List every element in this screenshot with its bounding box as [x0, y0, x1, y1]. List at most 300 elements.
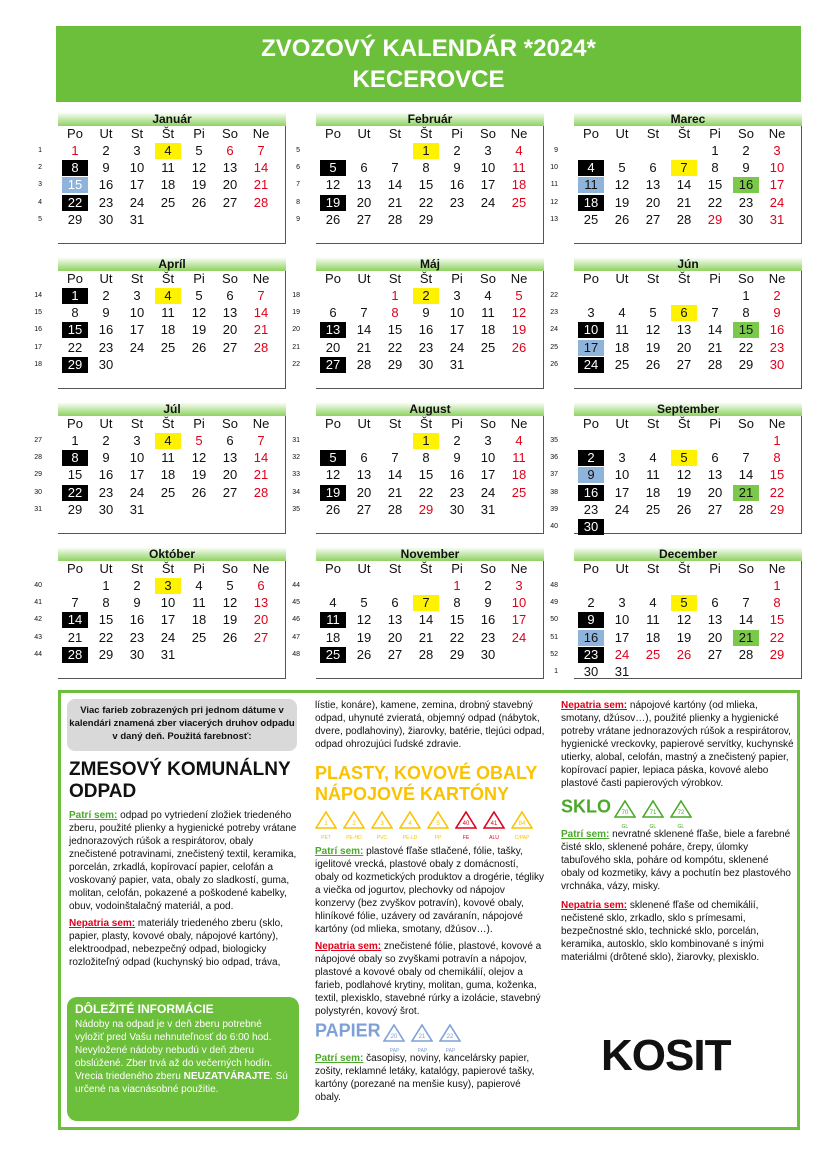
- sklo-section: [561, 699, 795, 964]
- weekday-header: Ut: [615, 271, 629, 286]
- calendar-day: 24: [578, 357, 604, 373]
- week-number: 48: [550, 582, 558, 589]
- weekday-header: So: [222, 416, 238, 431]
- weekday-header: So: [480, 561, 496, 576]
- calendar-day: 3: [515, 578, 523, 593]
- zko-patri-text: odpad po vytriedení zložiek triedeného zberu, použité plienky a hygienické potreby vrátane jednorazových rúšok a respirátorov, obaly znečistené potravinami, znečistený textil, keramika, porcelán, zrkadlá, kopírovací papier, celofán a voskovaný papier, vata, obaly zo sladkostí, guma, molitan, celofán, pokazené a poškodené kabelky, obuv, vodoinštalačný materiál, a pod.: [69, 810, 297, 912]
- calendar-day: 11: [615, 322, 629, 338]
- papier-title: PAPIER: [315, 1020, 381, 1041]
- calendar-day: 30: [578, 519, 604, 535]
- calendar-day: 18: [645, 629, 661, 645]
- weekday-header: Pi: [709, 271, 721, 286]
- zko-title-2: ODPAD: [69, 781, 137, 802]
- calendar-day: 1: [391, 288, 399, 303]
- calendar-day: 14: [253, 305, 269, 321]
- calendar-day: 3: [453, 288, 461, 303]
- calendar-day: 4: [618, 305, 626, 321]
- calendar-day: 27: [387, 646, 403, 662]
- calendar-day: 1: [102, 578, 110, 593]
- calendar-day: 11: [161, 160, 175, 176]
- weekday-header: St: [130, 126, 144, 141]
- calendar-day: 25: [160, 484, 176, 500]
- week-number: 47: [292, 633, 300, 641]
- calendar-day: 3: [618, 450, 626, 466]
- recycling-symbol-icon: 71 GL: [642, 800, 664, 820]
- calendar-day: 22: [418, 194, 434, 210]
- calendar-day: 7: [257, 433, 265, 448]
- calendar-day: 3: [133, 143, 141, 158]
- calendar-day: 1: [773, 578, 781, 593]
- calendar-day: 1: [453, 578, 461, 593]
- calendar-day: 2: [102, 288, 110, 303]
- calendar-day: 18: [160, 467, 176, 483]
- month-10: [292, 547, 544, 679]
- calendar-day: 14: [738, 467, 754, 483]
- calendar-day: 24: [160, 629, 176, 645]
- weekday-header: Ut: [99, 271, 113, 286]
- calendar-day: 10: [160, 595, 176, 611]
- calendar-day: 14: [387, 177, 403, 193]
- month-8: [550, 402, 802, 534]
- weekday-header: St: [130, 271, 144, 286]
- calendar-day: 16: [480, 612, 496, 628]
- recycling-symbol-icon: 5 PP: [427, 811, 449, 831]
- calendar-day: 5: [320, 160, 346, 176]
- recycling-symbol-icon: 1 PET: [315, 811, 337, 831]
- calendar-day: 20: [222, 322, 238, 338]
- calendar-day: 16: [578, 630, 604, 646]
- calendar-day: 5: [195, 143, 203, 158]
- svg-text:20: 20: [391, 1034, 398, 1040]
- calendar-day: 15: [62, 322, 88, 338]
- weekday-header: Po: [583, 561, 599, 576]
- calendar-day: 11: [161, 305, 175, 321]
- calendar-day: 10: [578, 322, 604, 338]
- weekday-header: Ut: [99, 416, 113, 431]
- month-title: August: [316, 402, 544, 416]
- calendar-day: 24: [614, 501, 630, 517]
- calendar-day: 23: [480, 629, 496, 645]
- weekday-header: Po: [67, 416, 83, 431]
- calendar-day: 16: [418, 322, 434, 338]
- plast-patri-label: Patrí sem:: [315, 846, 364, 857]
- weekday-header: Po: [583, 416, 599, 431]
- calendar-day: 18: [511, 467, 527, 483]
- week-number: 17: [34, 343, 42, 351]
- weekday-header: Ne: [768, 561, 786, 576]
- weekday-header: Št: [161, 271, 175, 286]
- calendar-day: 9: [742, 160, 750, 176]
- calendar-day: 6: [226, 433, 234, 448]
- weekday-header: Ne: [510, 416, 528, 431]
- week-number: 16: [34, 326, 42, 334]
- calendar-day: 15: [449, 612, 465, 628]
- svg-text:3: 3: [380, 821, 384, 827]
- calendar-day: 5: [671, 450, 697, 466]
- zko-patri-label: Patrí sem:: [69, 810, 118, 821]
- recycling-symbol-icon: 21 PAP: [411, 1024, 433, 1044]
- calendar-day: 8: [62, 450, 88, 466]
- recycling-symbol-icon: 3 PVC: [371, 811, 393, 831]
- calendar-day: 27: [253, 629, 269, 645]
- calendar-day: 6: [329, 305, 337, 321]
- calendar-day: 12: [325, 177, 341, 193]
- weekday-header: Pi: [451, 126, 463, 141]
- calendar-day: 8: [773, 450, 781, 466]
- month-title: December: [574, 547, 802, 561]
- calendar-day: 9: [453, 450, 461, 466]
- calendar-day: 6: [360, 450, 368, 466]
- important-info-box: [67, 997, 299, 1121]
- calendar-day: 22: [449, 629, 465, 645]
- calendar-day: 6: [257, 578, 265, 593]
- weekday-header: Ut: [357, 416, 371, 431]
- calendar-day: 6: [711, 450, 719, 466]
- calendar-day: 9: [578, 467, 604, 483]
- important-end: . Sú určené na viacnásobné použitie.: [75, 1071, 288, 1095]
- calendar-day: 13: [356, 177, 372, 193]
- calendar-day: 11: [512, 160, 526, 176]
- calendar-day: 21: [733, 485, 759, 501]
- week-number: 9: [296, 215, 300, 223]
- papier-recycling-codes: [383, 1029, 467, 1054]
- weekday-header: St: [388, 126, 402, 141]
- weekday-header: Ut: [357, 561, 371, 576]
- calendar-day: 17: [129, 322, 145, 338]
- calendar-day: 18: [578, 195, 604, 211]
- calendar-day: 8: [71, 305, 79, 321]
- calendar-day: 4: [649, 450, 657, 466]
- calendar-day: 22: [418, 484, 434, 500]
- sklo-nepatria-label: Nepatria sem:: [561, 900, 628, 911]
- color-note: Viac farieb zobrazených pri jednom dátume v kalendári znamená zber viacerých druhov odpadu v daný deň. Použitá farebnosť:: [67, 699, 297, 751]
- calendar-day: 8: [773, 595, 781, 611]
- calendar-day: 10: [480, 160, 496, 176]
- calendar-day: 22: [62, 485, 88, 501]
- calendar-day: 13: [320, 322, 346, 338]
- calendar-day: 27: [707, 646, 723, 662]
- weekday-header: Po: [583, 126, 599, 141]
- recycling-symbol-icon: 40 FE: [455, 811, 477, 831]
- weekday-header: So: [480, 416, 496, 431]
- weekday-header: Pi: [193, 416, 205, 431]
- svg-text:5: 5: [436, 821, 440, 827]
- month-0: [38, 112, 286, 244]
- week-number: 39: [550, 505, 558, 513]
- week-number: 34: [292, 488, 300, 496]
- calendar-day: 4: [515, 433, 523, 448]
- calendar-day: 19: [614, 194, 630, 210]
- calendar-day: 27: [222, 194, 238, 210]
- plast-recycling-codes: [315, 811, 545, 841]
- calendar-day: 20: [645, 194, 661, 210]
- calendar-day: 29: [769, 501, 785, 517]
- calendar-day: 28: [676, 211, 692, 227]
- calendar-day: 26: [676, 646, 692, 662]
- calendar-day: 28: [738, 501, 754, 517]
- weekday-header: Ne: [510, 126, 528, 141]
- calendar-day: 28: [387, 501, 403, 517]
- month-title: Marec: [574, 112, 802, 126]
- weekday-header: St: [646, 561, 660, 576]
- calendar-day: 21: [707, 339, 723, 355]
- header-title: ZVOZOVÝ KALENDÁR *2024*: [261, 35, 596, 62]
- month-4: [292, 257, 544, 389]
- weekday-header: Ne: [252, 416, 270, 431]
- week-number: 31: [34, 505, 42, 513]
- calendar-day: 31: [614, 664, 630, 679]
- calendar-day: 4: [484, 288, 492, 303]
- calendar-day: 2: [484, 578, 492, 593]
- week-number: 6: [296, 164, 300, 172]
- calendar-day: 10: [480, 450, 496, 466]
- month-title: November: [316, 547, 544, 561]
- calendar-day: 1: [711, 143, 719, 158]
- calendar-day: 31: [129, 211, 145, 227]
- calendar-day: 7: [71, 595, 79, 611]
- calendar-day: 15: [769, 612, 785, 628]
- plast-title-2: NÁPOJOVÉ KARTÓNY: [315, 784, 510, 804]
- calendar-day: 15: [707, 177, 723, 193]
- calendar-day: 5: [618, 160, 626, 176]
- week-number: 29: [34, 471, 42, 479]
- week-number: 40: [550, 523, 558, 530]
- calendar-day: 31: [769, 211, 785, 227]
- plast-title-1: PLASTY, KOVOVÉ OBALY: [315, 763, 538, 783]
- header-subtitle: KECEROVCE: [352, 66, 505, 93]
- calendar-day: 5: [360, 595, 368, 611]
- month-2: [550, 112, 802, 244]
- calendar-day: 5: [195, 288, 203, 303]
- week-number: 44: [34, 650, 42, 658]
- calendar-day: 20: [707, 484, 723, 500]
- calendar-day: 23: [769, 339, 785, 355]
- calendar-day: 29: [62, 357, 88, 373]
- papier-patri-label: Patrí sem:: [315, 1053, 364, 1064]
- calendar-day: 19: [320, 485, 346, 501]
- week-number: 20: [292, 326, 300, 334]
- calendar-day: 8: [453, 595, 461, 611]
- calendar-day: 14: [356, 322, 372, 338]
- calendar-day: 21: [676, 194, 692, 210]
- calendar-day: 30: [418, 356, 434, 372]
- weekday-header: St: [388, 561, 402, 576]
- calendar-day: 1: [413, 433, 439, 449]
- calendar-day: 6: [360, 160, 368, 176]
- weekday-header: Po: [325, 271, 341, 286]
- calendar-day: 19: [511, 322, 527, 338]
- calendar-day: 3: [587, 305, 595, 321]
- calendar-day: 19: [191, 322, 207, 338]
- calendar-day: 7: [360, 305, 368, 321]
- weekday-header: Št: [677, 126, 691, 141]
- calendar-day: 26: [676, 501, 692, 517]
- calendar-day: 29: [98, 646, 114, 662]
- calendar-day: 21: [356, 339, 372, 355]
- week-number: 18: [292, 292, 300, 299]
- month-title: Február: [316, 112, 544, 126]
- calendar-day: 9: [133, 595, 141, 611]
- calendar-day: 14: [707, 322, 723, 338]
- calendar-day: 23: [98, 194, 114, 210]
- svg-text:71: 71: [649, 810, 657, 816]
- weekday-header: Pi: [709, 416, 721, 431]
- calendar-day: 10: [129, 450, 145, 466]
- month-9: [34, 547, 286, 679]
- calendar-day: 27: [707, 501, 723, 517]
- calendar-day: 13: [707, 612, 723, 628]
- calendar-day: 30: [480, 646, 496, 662]
- week-number: 37: [550, 471, 558, 479]
- svg-text:21: 21: [419, 1034, 426, 1040]
- calendar-day: 29: [769, 646, 785, 662]
- calendar-day: 18: [614, 339, 630, 355]
- calendar-day: 25: [583, 211, 599, 227]
- calendar-day: 26: [191, 339, 207, 355]
- calendar-day: 12: [325, 467, 341, 483]
- calendar-day: 3: [484, 143, 492, 158]
- calendar-day: 17: [129, 467, 145, 483]
- calendar-day: 8: [422, 160, 430, 176]
- calendar-day: 18: [511, 177, 527, 193]
- calendar-day: 4: [515, 143, 523, 158]
- plast-patri-text: plastové fľaše stlačené, fólie, tašky, igelitové vrecká, plastové obaly z domácností, obaly od kozmetických produktov a drogérie, tégliky a viečka od jogurtov, plechovky od nápojov konzervy (bez zvyškov potravín), kovové obaly, hliníkové fólie, uzávery od zaváranín, nápojové kartóny (od mlieka, smotany, džúsov…).: [315, 846, 545, 935]
- calendar-day: 13: [387, 612, 403, 628]
- week-number: 35: [292, 505, 300, 513]
- calendar-day: 4: [155, 143, 181, 159]
- calendar-day: 22: [98, 629, 114, 645]
- calendar-day: 14: [253, 450, 269, 466]
- calendar-day: 11: [192, 595, 206, 611]
- calendar-day: 16: [733, 177, 759, 193]
- weekday-header: So: [738, 416, 754, 431]
- calendar-day: 30: [769, 356, 785, 372]
- calendar-day: 20: [222, 177, 238, 193]
- week-number: 32: [292, 454, 300, 462]
- weekday-header: Ut: [615, 416, 629, 431]
- weekday-header: Ut: [615, 126, 629, 141]
- calendar-day: 7: [257, 288, 265, 303]
- calendar-day: 19: [191, 467, 207, 483]
- calendar-day: 30: [449, 501, 465, 517]
- week-number: 15: [34, 309, 42, 317]
- week-number: 12: [550, 198, 558, 206]
- calendar-day: 17: [480, 177, 496, 193]
- week-number: 2: [38, 164, 42, 172]
- month-title: Jún: [574, 257, 802, 271]
- recycling-symbol-icon: 72 GL: [670, 800, 692, 820]
- calendar-day: 15: [733, 322, 759, 338]
- calendar-day: 15: [67, 467, 83, 483]
- calendar-day: 5: [195, 433, 203, 448]
- calendar-day: 2: [453, 143, 461, 158]
- calendar-day: 24: [129, 484, 145, 500]
- weekday-header: Pi: [193, 126, 205, 141]
- calendar-day: 5: [649, 305, 657, 321]
- calendar-day: 5: [226, 578, 234, 593]
- calendar-day: 14: [676, 177, 692, 193]
- weekday-header: Po: [583, 271, 599, 286]
- calendar-day: 6: [649, 160, 657, 176]
- calendar-day: 26: [325, 211, 341, 227]
- plast-nepatria-label: Nepatria sem:: [315, 941, 382, 952]
- calendar-day: 20: [222, 467, 238, 483]
- calendar-day: 11: [646, 612, 660, 628]
- calendar-day: 12: [191, 160, 207, 176]
- calendar-day: 3: [133, 288, 141, 303]
- calendar-day: 23: [738, 194, 754, 210]
- calendar-day: 13: [253, 595, 269, 611]
- calendar-day: 24: [129, 194, 145, 210]
- svg-text:1: 1: [324, 821, 328, 827]
- calendar-day: 24: [769, 194, 785, 210]
- calendar-day: 25: [645, 646, 661, 662]
- calendar-day: 3: [484, 433, 492, 448]
- calendar-day: 9: [102, 450, 110, 466]
- info-panel: [58, 690, 800, 1130]
- weekday-header: Ne: [252, 271, 270, 286]
- calendar-day: 15: [62, 177, 88, 193]
- calendar-day: 25: [160, 339, 176, 355]
- calendar-day: 21: [418, 629, 434, 645]
- calendar-day: 19: [191, 177, 207, 193]
- weekday-header: Ne: [252, 561, 270, 576]
- calendar-day: 23: [98, 484, 114, 500]
- weekday-header: St: [646, 271, 660, 286]
- calendar-day: 19: [320, 195, 346, 211]
- calendar-day: 5: [515, 288, 523, 303]
- calendar-day: 10: [449, 305, 465, 321]
- month-title: September: [574, 402, 802, 416]
- calendar-day: 3: [618, 595, 626, 611]
- calendar-day: 19: [676, 484, 692, 500]
- calendar-day: 22: [387, 339, 403, 355]
- calendar-day: 10: [129, 160, 145, 176]
- month-1: [296, 112, 544, 244]
- sklo-title: SKLO: [561, 796, 612, 817]
- recycling-symbol-icon: 20 PAP: [383, 1024, 405, 1044]
- month-title: Júl: [58, 402, 286, 416]
- calendar-day: 1: [773, 433, 781, 448]
- calendar-day: 22: [769, 484, 785, 500]
- calendar-day: 25: [511, 484, 527, 500]
- calendar-day: 2: [578, 450, 604, 466]
- calendar-day: 9: [102, 160, 110, 176]
- calendar-day: 29: [418, 501, 434, 517]
- calendar-day: 25: [511, 194, 527, 210]
- calendar-day: 28: [356, 356, 372, 372]
- calendar-day: 12: [645, 322, 661, 338]
- calendar-day: 1: [71, 143, 79, 158]
- calendar-day: 6: [671, 305, 697, 321]
- calendar-day: 29: [67, 211, 83, 227]
- week-number: 7: [296, 181, 300, 189]
- month-5: [550, 257, 802, 389]
- calendar-day: 4: [329, 595, 337, 611]
- calendar-day: 31: [160, 646, 176, 662]
- calendar-day: 6: [226, 288, 234, 303]
- calendar-day: 2: [102, 433, 110, 448]
- zko-section: [69, 759, 301, 969]
- weekday-header: Ne: [510, 271, 528, 286]
- calendar-day: 21: [387, 194, 403, 210]
- week-number: 11: [550, 181, 558, 189]
- calendar-day: 1: [413, 143, 439, 159]
- weekday-header: Ut: [615, 561, 629, 576]
- calendar-day: 24: [449, 339, 465, 355]
- calendar-day: 21: [67, 629, 83, 645]
- calendar-day: 24: [129, 339, 145, 355]
